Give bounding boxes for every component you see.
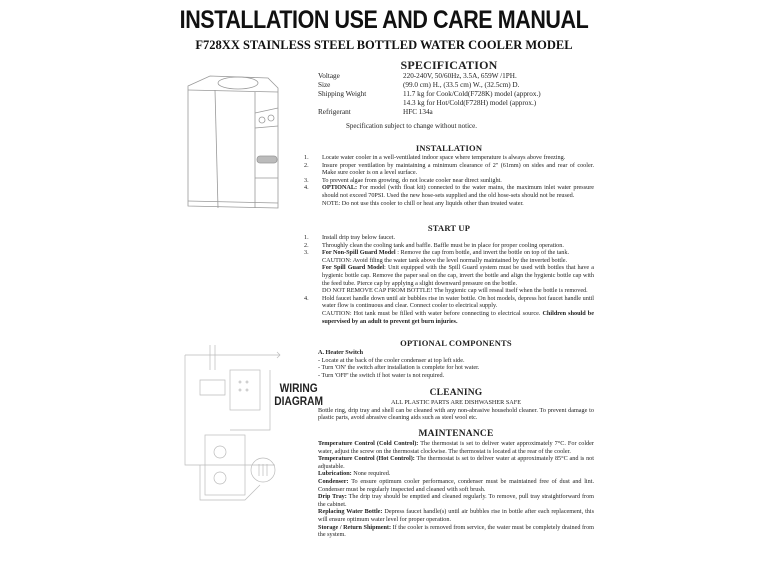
- item-text: None required.: [351, 470, 391, 478]
- item-number: 1.: [304, 154, 309, 161]
- spec-value: 14.3 kg for Hot/Cold(F728H) model (approx.): [403, 99, 537, 107]
- item-number: 2.: [304, 241, 309, 249]
- item-number: 4.: [304, 294, 309, 302]
- wiring-label-line2: DIAGRAM: [274, 394, 324, 408]
- optional-line: - Locate at the back of the cooler condenser at top left side.: [318, 356, 465, 364]
- item-bold: For Non-Spill Guard Model: [322, 249, 396, 257]
- spec-value: 11.7 kg for Cook/Cold(F728K) model (approx.): [403, 90, 541, 98]
- item-bold: Storage / Return Shipment:: [318, 523, 392, 531]
- cleaning-heading: CLEANING: [429, 388, 483, 398]
- specification-heading: SPECIFICATION: [400, 58, 498, 72]
- warning-text: DO NOT REMOVE CAP FROM BOTTLE! The hygienic cap will reseal itself when the bottle is removed.: [322, 287, 588, 295]
- optional-heading: OPTIONAL COMPONENTS: [400, 338, 512, 348]
- item-bold: Condenser:: [318, 477, 349, 485]
- item-text: To prevent algae from growing, do not locate cooler near direct sunlight.: [322, 176, 502, 184]
- item-text: If the cooler is removed from service, the water must be completely drained from the system.: [318, 523, 594, 539]
- document-subtitle: F728XX STAINLESS STEEL BOTTLED WATER COOLER MODEL: [195, 38, 573, 52]
- item-text: Locate water cooler in a well-ventilated indoor space where temperature is always above freezing.: [322, 154, 566, 161]
- spec-value: HFC 134a: [403, 108, 433, 116]
- item-text: For model (with float kit) connected to the water mains, the maximum inlet water pressure should not exceed 70PSI. Used the new hose-sets supplied and the old hose-sets should not be reused.: [322, 184, 594, 199]
- list-item: [304, 154, 594, 162]
- spec-label: Size: [318, 81, 331, 89]
- wiring-diagram: [175, 340, 285, 510]
- list-item: [304, 177, 594, 185]
- spec-label: Shipping Weight: [318, 90, 367, 98]
- optional-line: - Turn 'ON' the switch after installation is complete for hot water.: [318, 364, 480, 372]
- item-number: 2.: [304, 161, 309, 169]
- cleaning-section: [304, 388, 594, 422]
- item-text: Throughly clean the cooling tank and baffle. Baffle must be in place for proper cooling operation.: [322, 241, 564, 249]
- maintenance-item: [318, 478, 594, 493]
- spec-value: 220-240V, 50/60Hz, 3.5A, 659W /1PH.: [403, 72, 517, 80]
- maintenance-item: [318, 524, 594, 539]
- item-bold: Replacing Water Bottle:: [318, 508, 383, 516]
- item-bold: Temperature Control (Hot Control):: [318, 455, 415, 463]
- item-text: Depress faucet handle(s) until air bubbles rise in bottle after each replacement, this will ensure optimum water level for proper operation.: [318, 508, 595, 523]
- spec-note: Specification subject to change without notice.: [346, 122, 478, 130]
- cleaning-subheading: ALL PLASTIC PARTS ARE DISHWASHER SAFE: [391, 399, 521, 406]
- list-item: [304, 295, 594, 325]
- item-text: Insure proper ventilation by maintaining a minimum clearance of 2" (61mm) on sides and rear of cooler. Make sure cooler is on a level surface.: [322, 161, 594, 177]
- installation-note: NOTE: Do not use this cooler to chill or heat any liquids other than treated water.: [322, 199, 524, 207]
- item-text: Install drip tray below faucet.: [322, 234, 396, 241]
- maintenance-item: [318, 455, 594, 470]
- item-number: 3.: [304, 176, 309, 184]
- maintenance-item: [318, 508, 594, 523]
- spec-value: (99.0 cm) H., (33.5 cm) W., (32.5cm) D.: [403, 81, 520, 89]
- list-item: [304, 242, 594, 250]
- item-bold: Children should be supervised by an adult to prevent get burn injuries.: [322, 309, 594, 325]
- item-number: 1.: [304, 234, 309, 241]
- list-item: [304, 184, 594, 207]
- item-number: 3.: [304, 249, 309, 257]
- optional-subheading: A. Heater Switch: [318, 349, 364, 356]
- maintenance-item: [318, 440, 594, 455]
- specification-section: [304, 58, 594, 135]
- specification-table: [318, 72, 594, 117]
- item-text: : Unit equipped with the Spill Guard system must be used with bottles that have a hygienic bottle cap. Remove the paper seal on the cap, invert the bottle and align the hygienic bottle cap with the feed tube. Pierce cap by applying a slight downward pressure on the bottle.: [322, 264, 594, 287]
- cleaning-text: Bottle ring, drip tray and shell can be cleaned with any non-abrasive household cleaner. To prevent damage to plastic parts, avoid abrasive cleaning aids such as steel wool etc.: [318, 406, 594, 422]
- list-item: [304, 162, 594, 177]
- startup-section: [304, 223, 594, 325]
- maintenance-item: [318, 470, 594, 478]
- item-bold: Lubrication:: [318, 470, 352, 478]
- installation-heading: INSTALLATION: [415, 143, 483, 153]
- installation-section: [304, 143, 594, 207]
- list-item: [304, 234, 594, 242]
- item-text: : Remove the cap from bottle, and invert the bottle on top of the tank.: [395, 249, 570, 257]
- item-text: The thermostat is set to deliver water approximately 7°C. For colder water, adjust the screw on the thermostat clockwise. The thermostat is located at the rear of the cooler.: [318, 440, 594, 455]
- item-text: Hold faucet handle down until air bubbles rise in water bottle. On hot models, depress hot faucet handle until water flow is continuous and clear. Connect cooler to electrical supply.: [322, 294, 594, 310]
- spec-label: Refrigerant: [318, 108, 351, 116]
- caution-text: CAUTION: Hot tank must be filled with water before connecting to electrical source.: [322, 309, 543, 317]
- item-bold: OPTIONAL:: [322, 184, 358, 192]
- optional-section: [304, 338, 594, 379]
- startup-heading: START UP: [427, 223, 471, 233]
- item-number: 4.: [304, 184, 309, 192]
- spec-label: Voltage: [318, 72, 340, 80]
- optional-line: - Turn 'OFF' the switch if hot water is not required.: [318, 371, 445, 379]
- water-cooler-illustration: [180, 68, 280, 223]
- item-text: To ensure optimum cooler performance, condenser must be maintained free of dust and lint. Condenser must be regularly inspected and cleaned with soft brush.: [318, 477, 594, 493]
- maintenance-heading: MAINTENANCE: [418, 429, 494, 439]
- item-bold: For Spill Guard Model: [322, 264, 385, 272]
- list-item: [304, 249, 594, 295]
- document-title: INSTALLATION USE AND CARE MANUAL: [179, 6, 589, 34]
- item-text: The thermostat is set to deliver water at approximately 85°C and is not adjustable.: [318, 455, 594, 470]
- caution-text: CAUTION: Avoid filing the water tank above the level normally maintained by the inverted bottle.: [322, 256, 568, 264]
- item-bold: Drip Tray:: [318, 493, 347, 501]
- spec-label: [318, 99, 403, 108]
- item-text: The drip tray should be emptied and cleaned regularly. To remove, pull tray straightforward from the cabinet.: [318, 493, 594, 508]
- wiring-label-line1: WIRING: [279, 381, 318, 395]
- maintenance-item: [318, 493, 594, 508]
- item-bold: Temperature Control (Cold Control):: [318, 440, 419, 447]
- maintenance-section: [304, 428, 594, 539]
